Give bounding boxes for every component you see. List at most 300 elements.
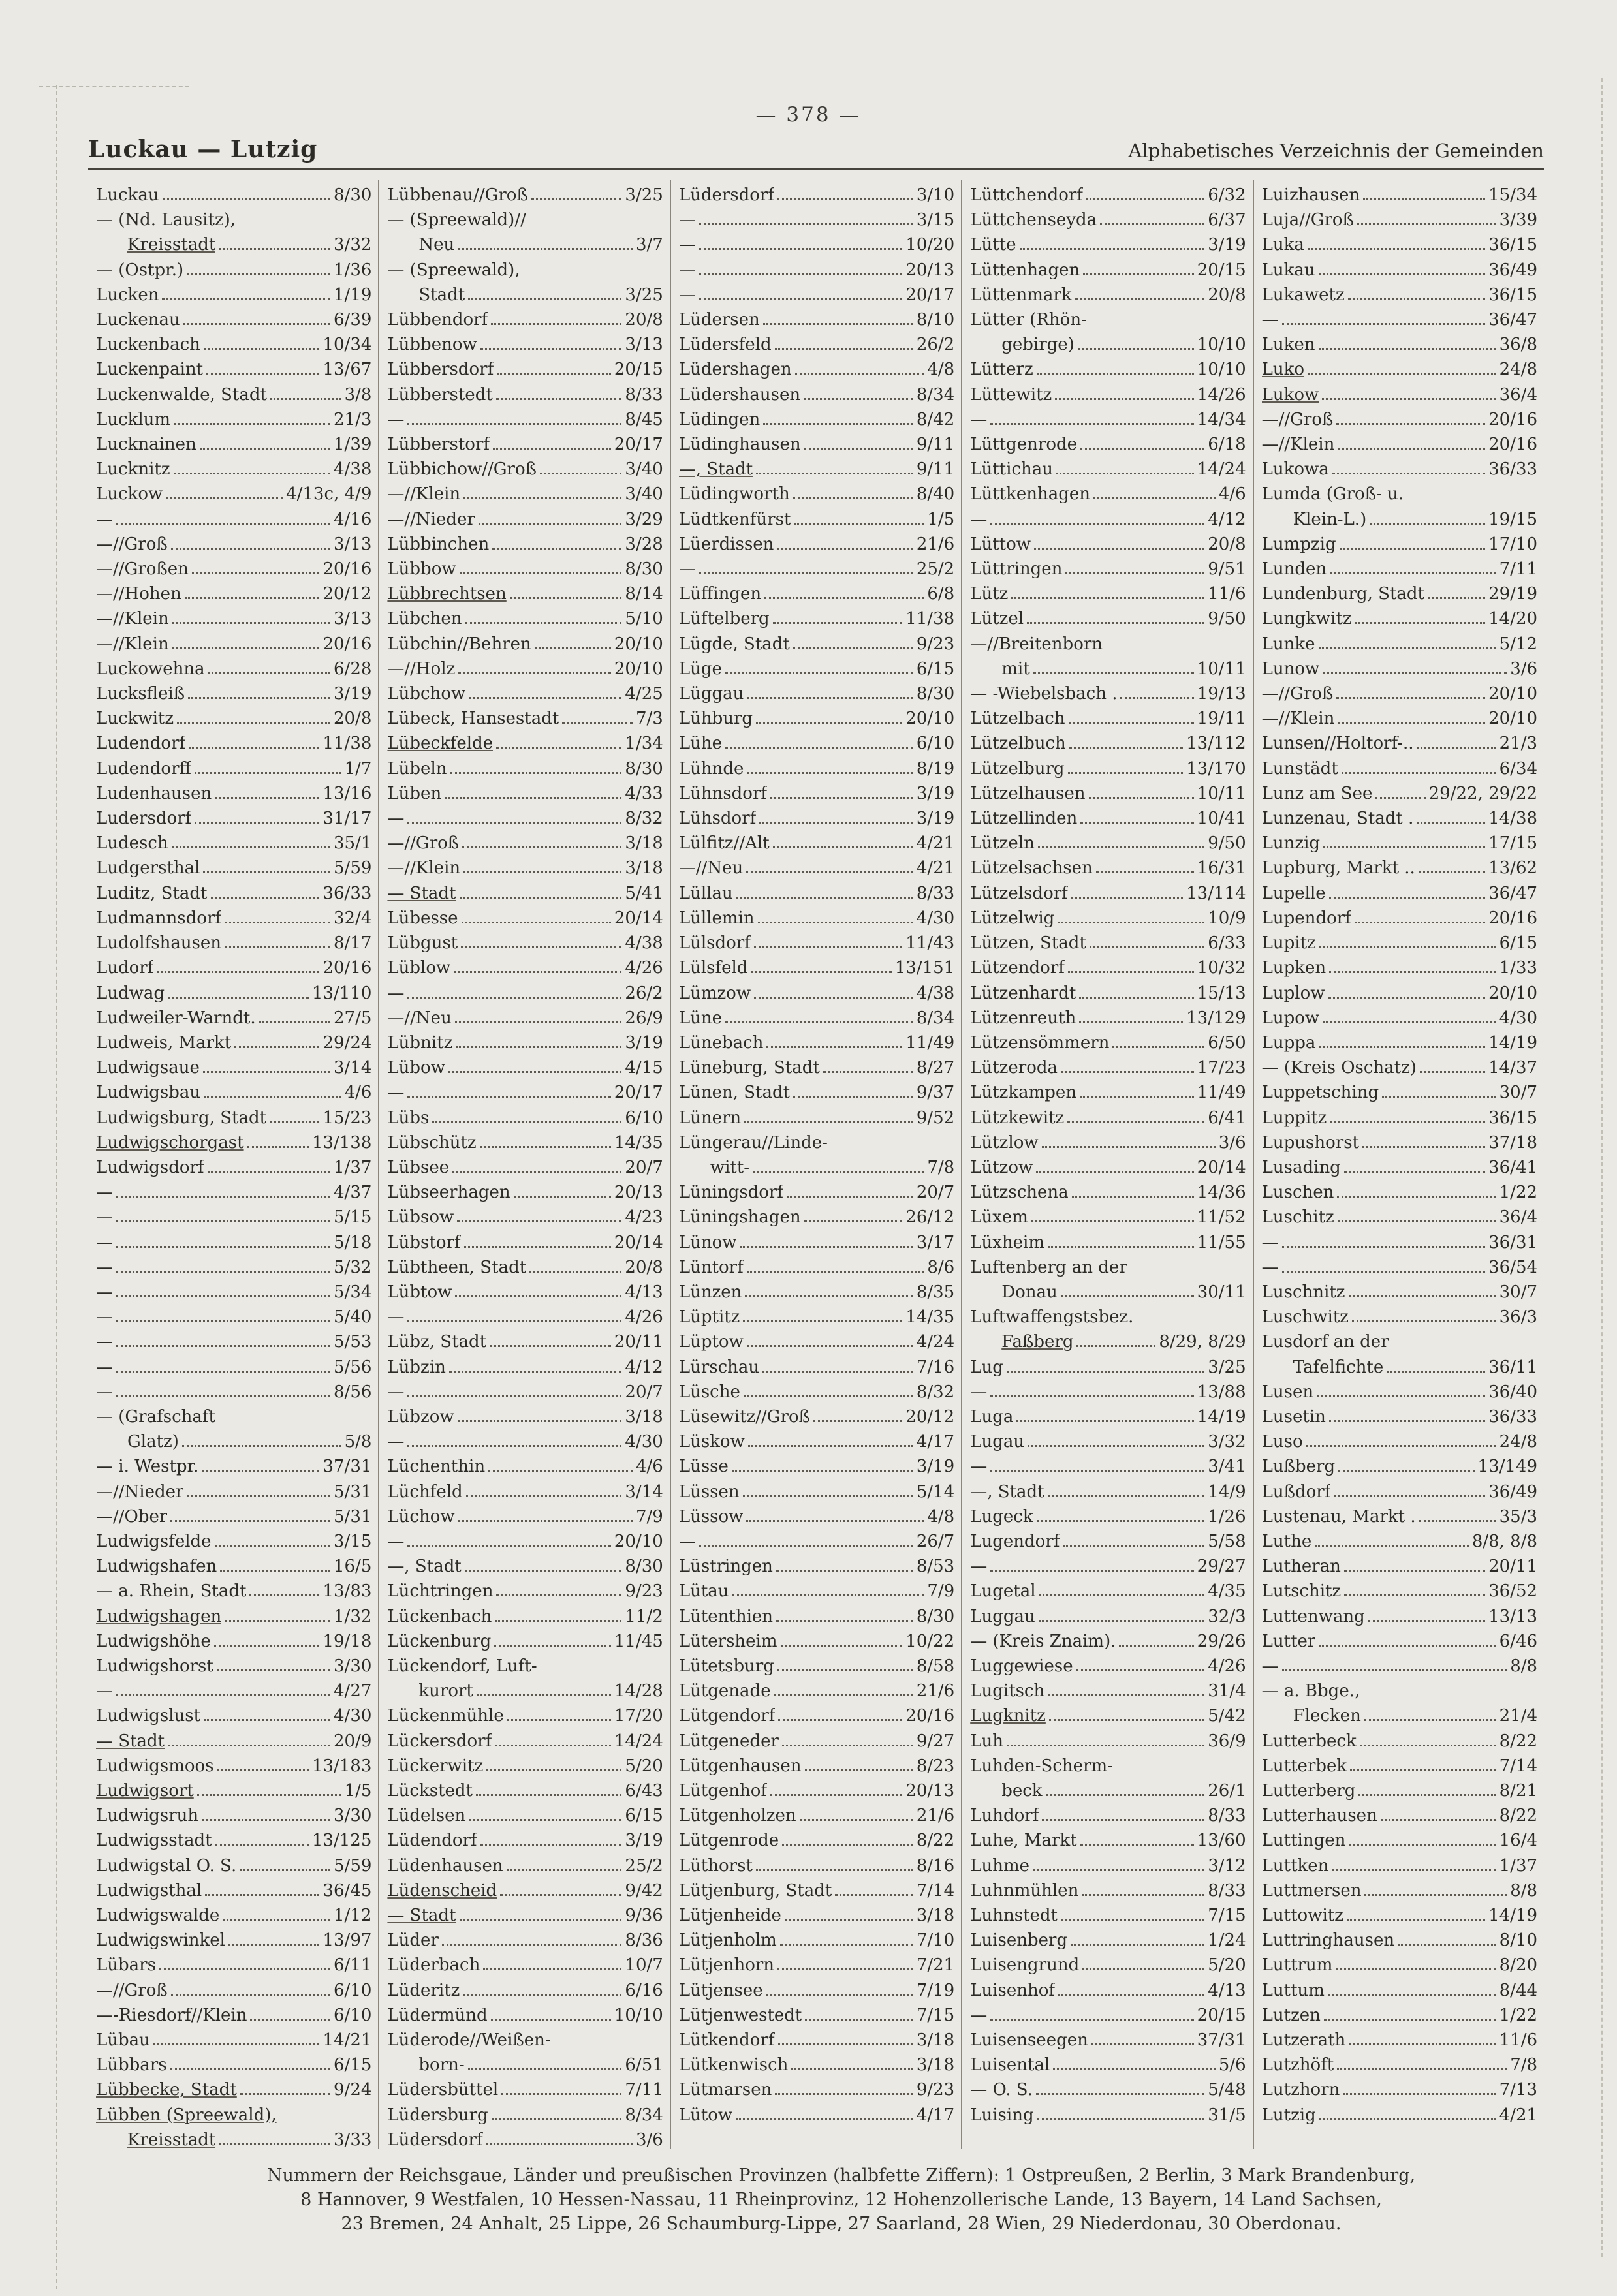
index-entry [387, 283, 663, 307]
entry-name: Lutheran [1261, 1557, 1341, 1577]
dot-leader [116, 1295, 330, 1297]
dot-leader [813, 1419, 902, 1422]
entry-name: Lütau [678, 1581, 729, 1602]
index-entry [1262, 781, 1537, 806]
dot-leader [458, 672, 611, 674]
entry-name: Lunzenau, Stadt . [1261, 809, 1414, 829]
entry-number: 3/32 [1208, 1432, 1246, 1452]
entry-number: 25/2 [916, 559, 955, 580]
dot-leader [1069, 721, 1194, 724]
index-entry [970, 1754, 1246, 1778]
entry-number: 21/6 [916, 534, 955, 554]
index-entry [1262, 856, 1537, 880]
index-entry [679, 756, 954, 781]
dot-leader [259, 1021, 330, 1023]
entry-number: 4/38 [916, 983, 955, 1003]
index-entry [387, 806, 663, 831]
entry-number: 8/8 [1510, 1880, 1538, 1900]
entry-number: 20/13 [905, 1781, 955, 1801]
index-entry [96, 2077, 371, 2102]
entry-name: Luttowitz [1261, 1906, 1343, 1926]
entry-number: 4/21 [916, 858, 955, 878]
dot-leader [766, 1993, 913, 1996]
entry-name: Ludwigschorgast [96, 1132, 244, 1153]
entry-number: 20/10 [1488, 684, 1538, 704]
entry-name: Luttrum [1261, 1955, 1333, 1976]
entry-number: 19/13 [1197, 684, 1246, 704]
entry-number: 10/11 [1197, 659, 1246, 679]
entry-name: Lütjenholm [678, 1931, 777, 1951]
dot-leader [791, 2068, 913, 2070]
entry-name: Ludwigsruh [96, 1806, 199, 1826]
dot-leader [462, 846, 621, 848]
index-entry [679, 1080, 954, 1105]
dot-leader [782, 1744, 913, 1746]
entry-number: 26/12 [905, 1207, 955, 1228]
entry-name: Luftwaffengstsbez. [970, 1307, 1134, 1327]
dot-leader [804, 397, 913, 400]
entry-number: 20/10 [614, 634, 663, 654]
entry-number: 6/34 [1499, 758, 1538, 779]
entry-number: 4/30 [334, 1706, 372, 1726]
dot-leader [1037, 1519, 1205, 1522]
entry-name: Lüdersfeld [678, 335, 772, 355]
dot-leader [1329, 970, 1496, 973]
index-entry [387, 1828, 663, 1853]
entry-name: Lühburg [678, 709, 753, 729]
dot-leader [1362, 1145, 1485, 1148]
index-entry [679, 1255, 954, 1280]
entry-number: 8/33 [1208, 1880, 1246, 1900]
index-entry [1262, 307, 1537, 332]
entry-number: 4/15 [625, 1058, 663, 1078]
index-entry [970, 1729, 1246, 1754]
entry-number: 36/15 [1488, 1108, 1538, 1128]
dot-leader [1358, 1793, 1496, 1796]
dot-leader [1048, 1495, 1205, 1497]
dot-leader [758, 921, 913, 923]
index-entry [679, 1454, 954, 1479]
dot-leader [1364, 1718, 1496, 1721]
index-entry [96, 1554, 371, 1579]
entry-number: 3/6 [1510, 659, 1538, 679]
entry-number: 3/25 [1208, 1357, 1246, 1377]
index-entry [387, 1654, 663, 1679]
entry-name: Lützelhausen [970, 783, 1086, 803]
dot-leader [1347, 1918, 1485, 1921]
entry-number: 14/21 [322, 2030, 372, 2051]
dot-leader [116, 1694, 330, 1696]
dot-leader [457, 1220, 621, 1222]
entry-name: —, Stadt [970, 1482, 1044, 1502]
entry-name: — [387, 1531, 405, 1551]
entry-name: Lübbichow//Groß [387, 459, 537, 480]
entry-name: Lutzerath [1261, 2030, 1346, 2051]
index-entry [970, 1579, 1246, 1604]
dot-leader [1308, 247, 1485, 250]
entry-name: Lütow [678, 2105, 733, 2125]
dot-leader [501, 2092, 621, 2095]
dot-leader [751, 970, 891, 973]
entry-name: Lüthorst [678, 1855, 753, 1876]
entry-name: Luizhausen [1261, 185, 1360, 205]
entry-name: Lübchin//Behren [387, 634, 531, 654]
index-entry [970, 1404, 1246, 1429]
entry-name: Lug [970, 1357, 1003, 1377]
entry-number: 3/7 [635, 235, 663, 255]
dot-leader [495, 1744, 611, 1746]
index-entry [1262, 1754, 1537, 1778]
entry-number: 8/8, 8/8 [1471, 1531, 1538, 1551]
entry-number: 4/21 [1499, 2105, 1538, 2125]
index-entry [970, 1903, 1246, 1928]
dot-leader [777, 198, 913, 200]
dot-leader [432, 1121, 621, 1123]
index-entry [970, 1454, 1246, 1479]
entry-number: 8/32 [916, 1382, 955, 1402]
index-entry [96, 906, 371, 931]
index-entry [387, 307, 663, 332]
entry-number: 20/7 [916, 1183, 955, 1203]
index-entry [1262, 332, 1537, 357]
entry-number: 11/2 [625, 1606, 663, 1626]
dot-leader [116, 1344, 330, 1347]
dot-leader [1042, 1145, 1216, 1148]
entry-name: Tafelfichte [1293, 1357, 1384, 1377]
entry-number: 8/30 [916, 684, 955, 704]
entry-number: 7/9 [635, 1506, 663, 1527]
footnote-line: 8 Hannover, 9 Westfalen, 10 Hessen-Nassau, 11 Rheinprovinz, 12 Hohenzollerische Lande, 13 Bayern, 14 Land Sachsen, [300, 2190, 1382, 2210]
entry-name: Lümzow [678, 983, 751, 1003]
index-entry [387, 1729, 663, 1754]
entry-name: —//Nieder [96, 1482, 184, 1502]
dot-leader [747, 696, 913, 699]
dot-leader [1338, 447, 1485, 450]
index-entry [970, 1828, 1246, 1853]
dot-leader [1340, 547, 1486, 550]
entry-number: 11/49 [905, 1032, 955, 1053]
dot-leader [736, 2118, 913, 2120]
dot-leader [1061, 1070, 1194, 1073]
entry-name: Lütgenhof [678, 1781, 768, 1801]
entry-number: 16/4 [1499, 1831, 1538, 1851]
entry-number: 20/16 [322, 559, 372, 580]
index-entry [96, 756, 371, 781]
entry-number: 20/13 [905, 260, 955, 280]
dot-leader [1319, 2118, 1496, 2120]
entry-name: Lüdelsen [387, 1806, 466, 1826]
dot-leader [754, 996, 913, 999]
entry-number: 36/47 [1488, 883, 1538, 903]
dot-leader [187, 273, 330, 275]
dot-leader [793, 497, 913, 499]
dot-leader [182, 1444, 341, 1447]
dot-leader [225, 1619, 330, 1622]
entry-number: 10/10 [1197, 360, 1246, 380]
entry-name: Lügde, Stadt [678, 634, 790, 654]
entry-number: 3/33 [334, 2130, 372, 2149]
index-entry [1262, 1679, 1537, 1703]
entry-number: 36/33 [322, 883, 372, 903]
entry-number: 8/35 [916, 1282, 955, 1302]
entry-number: 4/38 [625, 933, 663, 954]
entry-number: 20/17 [614, 435, 663, 455]
entry-name: — [96, 1332, 113, 1352]
dot-leader [775, 2092, 913, 2095]
index-entry [1262, 681, 1537, 706]
entry-number: 20/16 [1488, 409, 1538, 429]
dot-leader [1381, 1818, 1496, 1821]
entry-name: Luising [970, 2105, 1034, 2125]
dot-leader [450, 771, 622, 774]
index-entry [1262, 1529, 1537, 1554]
dot-leader [514, 1195, 611, 1198]
entry-number: 8/33 [625, 384, 663, 405]
index-column [670, 180, 961, 2149]
dot-leader [1086, 198, 1204, 200]
entry-number: 3/39 [1499, 210, 1538, 230]
index-entry [1262, 1978, 1537, 2003]
entry-name: Lüxheim [970, 1232, 1044, 1252]
index-entry [96, 931, 371, 955]
entry-name: Lützschena [970, 1183, 1069, 1203]
index-entry [679, 1803, 954, 1828]
entry-name: Lütz [970, 584, 1009, 604]
dot-leader [1329, 896, 1485, 899]
entry-name: Luckwitz [96, 709, 174, 729]
index-entry [1262, 632, 1537, 657]
entry-number: 9/11 [916, 435, 955, 455]
entry-name: Luschen [1261, 1183, 1334, 1203]
dot-leader [782, 1843, 913, 1846]
dot-leader [1079, 1021, 1183, 1023]
dot-leader [483, 1968, 621, 1970]
entry-number: 3/30 [334, 1656, 372, 1676]
entry-name: Lübbecke, Stadt [96, 2080, 237, 2100]
index-entry [96, 1130, 371, 1155]
index-entry [387, 632, 663, 657]
index-entry [679, 283, 954, 307]
index-entry [679, 1903, 954, 1928]
index-entry [1262, 1230, 1537, 1255]
index-entry [1262, 1080, 1537, 1105]
index-entry [970, 1055, 1246, 1080]
entry-number: 6/15 [625, 1806, 663, 1826]
index-entry [970, 2053, 1246, 2077]
entry-name: Luckau [96, 185, 159, 205]
entry-name: Luttenwang [1261, 1606, 1365, 1626]
entry-number: 7/14 [916, 1880, 955, 1900]
entry-name: Luhe, Markt [970, 1831, 1077, 1851]
entry-number: 3/6 [635, 2130, 663, 2149]
dot-leader [990, 1569, 1193, 1572]
entry-number: 3/41 [1208, 1457, 1246, 1477]
entry-name: Ludesch [96, 833, 168, 854]
index-entry [96, 831, 371, 856]
entry-name: Lünebach [678, 1032, 764, 1053]
index-entry [679, 1355, 954, 1380]
entry-name: Lückendorf, Luft- [387, 1656, 537, 1676]
dot-leader [217, 1769, 309, 1771]
dot-leader [174, 472, 330, 474]
entry-name: Lühe [678, 734, 722, 754]
dot-leader [494, 1644, 611, 1647]
entry-name: Luttken [1261, 1855, 1329, 1876]
entry-number: 6/18 [1208, 435, 1246, 455]
entry-number: 26/9 [625, 1008, 663, 1028]
entry-number: 1/36 [334, 260, 372, 280]
entry-number: 4/38 [334, 459, 372, 480]
dot-leader [188, 696, 330, 699]
entry-number: 6/11 [334, 1955, 372, 1976]
entry-number: 3/40 [625, 459, 663, 480]
entry-number: 6/8 [927, 584, 955, 604]
entry-name: Lüdersbüttel [387, 2080, 499, 2100]
index-entry [970, 1480, 1246, 1504]
dot-leader [153, 2043, 320, 2045]
entry-name: Faßberg [1001, 1332, 1074, 1352]
dot-leader [1363, 198, 1485, 200]
dot-leader [1323, 846, 1485, 848]
entry-number: 8/22 [1499, 1731, 1538, 1751]
entry-name: Luckenpaint [96, 360, 204, 380]
index-entry [387, 1529, 663, 1554]
entry-number: 30/7 [1499, 1282, 1538, 1302]
index-entry [387, 457, 663, 482]
index-entry [1262, 1429, 1537, 1454]
entry-name: beck [1001, 1781, 1043, 1801]
entry-name: mit [1001, 659, 1030, 679]
index-entry [96, 1978, 371, 2003]
entry-number: 10/10 [1197, 335, 1246, 355]
dot-leader [740, 1245, 913, 1248]
index-entry [970, 1080, 1246, 1105]
entry-name: Lützlow [970, 1132, 1039, 1153]
dot-leader [168, 1744, 330, 1746]
index-entry [1262, 1155, 1537, 1180]
entry-name: Luisenhof [970, 1980, 1056, 2000]
index-entry [387, 1854, 663, 1878]
scan-fold-line-right [1601, 78, 1603, 2257]
dot-leader [1344, 1569, 1485, 1572]
dot-leader [1036, 1170, 1193, 1173]
entry-number: 6/32 [1208, 185, 1246, 205]
index-entry [96, 1006, 371, 1031]
dot-leader [794, 522, 924, 525]
entry-number: 17/15 [1488, 833, 1538, 854]
index-entry [96, 1828, 371, 1853]
dot-leader [1349, 2043, 1496, 2045]
index-entry [970, 1978, 1246, 2003]
entry-name: Ludwigswalde [96, 1906, 220, 1926]
entry-name: Luckow [96, 484, 163, 504]
entry-name: — Stadt [387, 883, 456, 903]
index-entry [1262, 507, 1537, 532]
dot-leader [195, 771, 341, 774]
entry-number: 3/19 [916, 809, 955, 829]
entry-number: 17/20 [614, 1706, 663, 1726]
entry-number: 4/26 [1208, 1656, 1246, 1676]
index-entry [970, 1529, 1246, 1554]
dot-leader [990, 2018, 1193, 2021]
index-entry [679, 1953, 954, 1978]
dot-leader [1282, 1270, 1485, 1273]
entry-name: Lübbow [387, 559, 456, 580]
dot-leader [200, 447, 330, 450]
entry-number: 5/53 [334, 1332, 372, 1352]
dot-leader [1078, 347, 1194, 350]
index-entry [96, 1903, 371, 1928]
dot-leader [1056, 472, 1194, 474]
entry-name: Lunstädt [1261, 758, 1338, 779]
entry-number: 14/26 [1197, 384, 1246, 405]
index-entry [1262, 582, 1537, 606]
entry-name: Lüdersdorf [387, 2130, 483, 2149]
entry-name: —//Klein [387, 484, 461, 504]
entry-name: Lüttenmark [970, 285, 1072, 305]
index-entry [970, 283, 1246, 307]
entry-name: Lusen [1261, 1382, 1314, 1402]
entry-name: —-Riesdorf//Klein [96, 2005, 247, 2025]
entry-name: Ludwigsdorf [96, 1157, 204, 1177]
index-entry [96, 582, 371, 606]
index-entry [1262, 731, 1537, 756]
index-entry [1262, 382, 1537, 407]
index-entry [387, 407, 663, 432]
entry-name: —//Klein [96, 609, 169, 629]
entry-number: 13/110 [311, 983, 372, 1003]
index-entry [387, 1280, 663, 1305]
index-entry [679, 1130, 954, 1155]
entry-name: Lungkwitz [1261, 609, 1352, 629]
index-entry [970, 1031, 1246, 1055]
dot-leader [747, 771, 913, 774]
index-entry [1262, 1654, 1537, 1679]
entry-name: Lübberstedt [387, 384, 493, 405]
dot-leader [195, 821, 319, 824]
dot-leader [1053, 2068, 1215, 2070]
index-entry [387, 1629, 663, 1654]
entry-number: 1/5 [344, 1781, 372, 1801]
index-entry [387, 955, 663, 980]
entry-name: Lüningsdorf [678, 1183, 783, 1203]
index-entry [96, 2003, 371, 2028]
index-entry [387, 1604, 663, 1629]
entry-number: 6/15 [334, 2055, 372, 2075]
index-entry [679, 1480, 954, 1504]
entry-number: 9/37 [916, 1083, 955, 1103]
index-entry [679, 2053, 954, 2077]
dot-leader [407, 1395, 621, 1397]
index-entry [970, 681, 1246, 706]
entry-number: 7/11 [1499, 559, 1538, 580]
dot-leader [1282, 322, 1485, 325]
dot-leader [1344, 1594, 1485, 1596]
entry-name: Ludwigslust [96, 1706, 201, 1726]
entry-number: 13/114 [1186, 883, 1246, 903]
entry-number: 4/30 [1499, 1008, 1538, 1028]
index-entry [1262, 1629, 1537, 1654]
entry-name: Lüttenhagen [970, 260, 1080, 280]
entry-name: Lübbersdorf [387, 360, 494, 380]
dot-leader [204, 347, 320, 350]
entry-number: 13/60 [1197, 1831, 1246, 1851]
entry-number: 20/14 [1197, 1157, 1246, 1177]
entry-name: Lüsche [678, 1382, 740, 1402]
entry-number: 3/19 [916, 1457, 955, 1477]
index-entry [1262, 283, 1537, 307]
index-entry [1262, 1803, 1537, 1828]
